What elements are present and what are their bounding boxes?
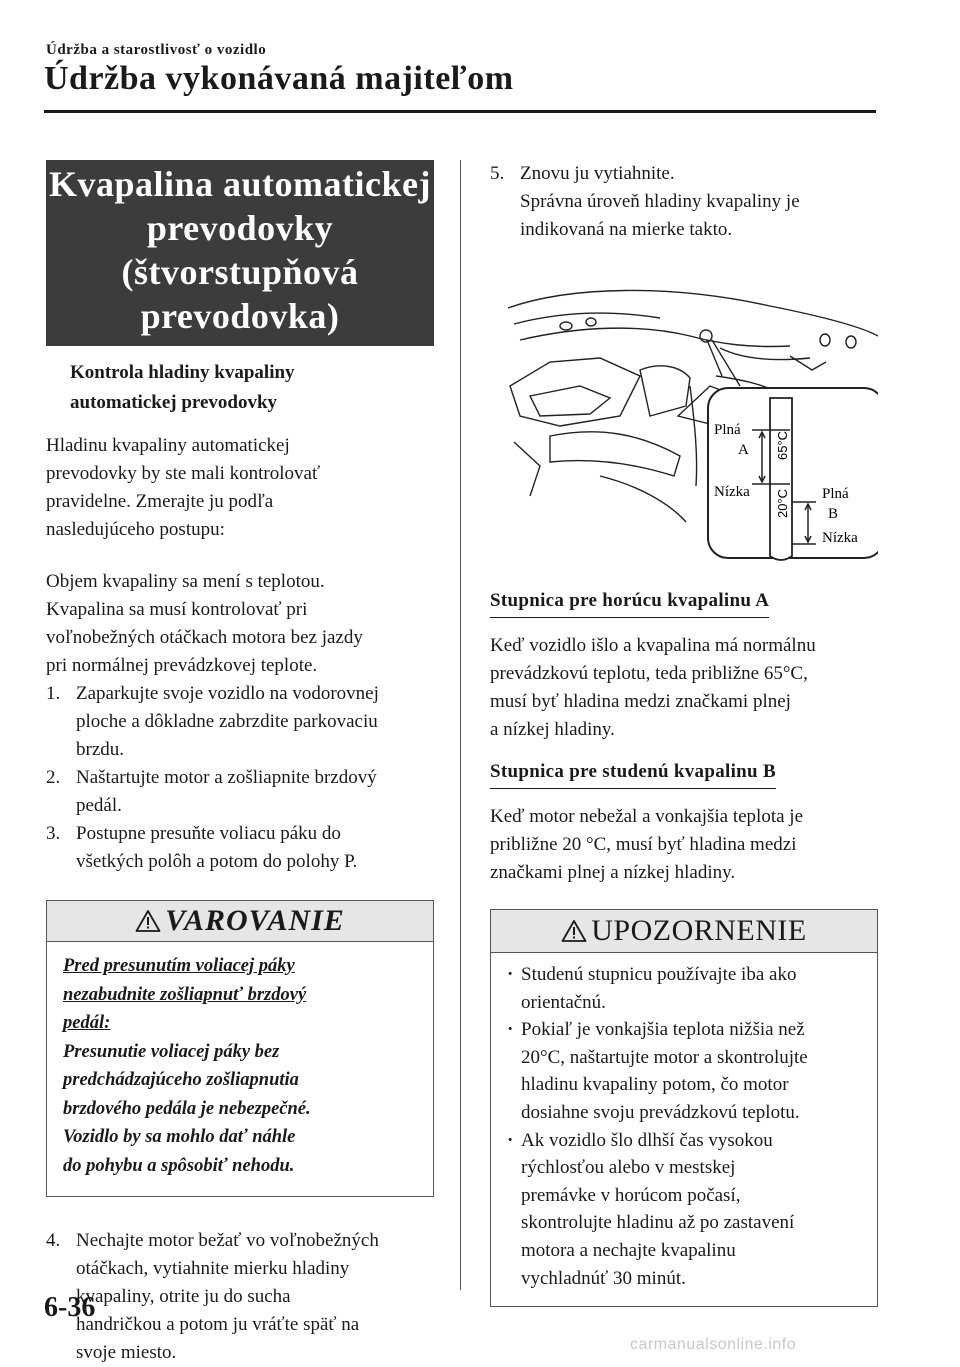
- text-line: rýchlosťou alebo v mestskej: [521, 1157, 736, 1179]
- text-line: nasledujúceho postupu:: [46, 519, 225, 540]
- text-line: Keď vozidlo išlo a kvapalina má normálnu: [490, 635, 816, 656]
- label-full-a: Plná: [714, 422, 741, 438]
- step-number: 1.: [46, 683, 61, 704]
- warning-box: [46, 900, 434, 1197]
- text-line: indikovaná na mierke takto.: [520, 219, 733, 240]
- label-a: A: [738, 442, 749, 458]
- text-line: a nízkej hladiny.: [490, 719, 615, 740]
- page-number: 6-36: [44, 1292, 96, 1323]
- text-line: kvapaliny, otrite ju do sucha: [76, 1286, 291, 1307]
- right-column: [490, 160, 878, 1307]
- warning-line: nezabudnite zošliapnuť brzdový: [63, 984, 307, 1005]
- temp-cold-label: 20°C: [775, 488, 790, 518]
- text-line: dosiahne svoju prevádzkovú teplotu.: [521, 1101, 800, 1123]
- cold-scale-paragraph: [490, 803, 878, 887]
- warning-line: Pred presunutím voliacej páky: [63, 956, 295, 976]
- text-line: pravidelne. Zmerajte ju podľa: [46, 491, 274, 512]
- subheading-line: automatickej prevodovky: [70, 392, 278, 413]
- text-line: skontrolujte hladinu až po zastavení: [521, 1212, 795, 1234]
- text-line: · Ak vozidlo šlo dlhší čas vysokou: [521, 1129, 773, 1151]
- step-number: 2.: [46, 767, 61, 788]
- text-line: vychladnúť 30 minút.: [521, 1267, 686, 1289]
- text-line: brzdu.: [76, 739, 125, 760]
- text-line: všetkých polôh a potom do polohy P.: [76, 851, 358, 872]
- list-item: [505, 1127, 863, 1293]
- left-column: [46, 160, 434, 1367]
- text-line: orientačnú.: [521, 991, 606, 1013]
- warning-title: VAROVANIE: [165, 904, 345, 937]
- note-paragraph: [46, 568, 434, 680]
- text-line: otáčkach, vytiahnite mierku hladiny: [76, 1258, 350, 1279]
- text-line: ploche a dôkladne zabrzdite parkovaciu: [76, 711, 378, 732]
- watermark: carmanualsonline.info: [630, 1336, 797, 1353]
- warning-line: pedál:: [63, 1013, 111, 1033]
- column-divider: [460, 160, 461, 1290]
- list-item: [490, 160, 878, 244]
- caution-header: [491, 910, 877, 953]
- warning-line: Vozidlo by sa mohlo dať náhle: [63, 1127, 296, 1147]
- hot-scale-heading-wrap: [490, 587, 878, 618]
- caution-box: [490, 909, 878, 1307]
- warning-triangle-icon: [135, 909, 161, 933]
- text-line: 20°C, naštartujte motor a skontrolujte: [521, 1046, 808, 1068]
- text-line: Naštartujte motor a zošliapnite brzdový: [76, 767, 377, 788]
- list-item: [46, 680, 434, 764]
- header-rule: [44, 110, 876, 113]
- list-item: [505, 961, 863, 1016]
- text-line: hladinu kvapaliny potom, čo motor: [521, 1074, 789, 1096]
- text-line: Hladinu kvapaliny automatickej: [46, 435, 290, 456]
- text-line: Zaparkujte svoje vozidlo na vodorovnej: [76, 683, 379, 704]
- label-full-b: Plná: [822, 486, 849, 502]
- text-line: približne 20 °C, musí byť hladina medzi: [490, 834, 797, 855]
- warning-body: [47, 942, 433, 1196]
- section-title-line: prevodovky (štvorstupňová: [121, 208, 359, 292]
- list-item: [46, 764, 434, 820]
- list-item: [505, 1016, 863, 1126]
- section-title-box: [46, 160, 434, 346]
- text-line: Kvapalina sa musí kontrolovať pri: [46, 599, 308, 620]
- caution-title: UPOZORNENIE: [591, 914, 807, 947]
- callout-panel: [708, 388, 878, 560]
- label-low-a: Nízka: [714, 484, 750, 500]
- warning-line: Presunutie voliacej páky bez: [63, 1041, 280, 1062]
- text-line: musí byť hladina medzi značkami plnej: [490, 691, 791, 712]
- text-line: značkami plnej a nízkej hladiny.: [490, 862, 736, 883]
- dipstick-blade: [770, 398, 792, 560]
- subheading: [70, 358, 434, 418]
- cold-scale-heading-wrap: [490, 758, 878, 789]
- label-low-b: Nízka: [822, 530, 858, 546]
- warning-line: do pohybu a spôsobiť nehodu.: [63, 1155, 295, 1176]
- text-line: Znovu ju vytiahnite.: [520, 163, 675, 184]
- text-line: · Pokiaľ je vonkajšia teplota nižšia než: [521, 1019, 805, 1041]
- cold-scale-heading: Stupnica pre studenú kvapalinu B: [490, 758, 776, 789]
- text-line: Objem kvapaliny sa mení s teplotou.: [46, 571, 325, 592]
- text-line: Postupne presuňte voliacu páku do: [76, 823, 341, 844]
- steps-list-right: [490, 160, 878, 244]
- temp-hot-label: 65°C: [775, 430, 790, 460]
- text-line: voľnobežných otáčkach motora bez jazdy: [46, 627, 363, 648]
- warning-line: brzdového pedála je nebezpečné.: [63, 1098, 311, 1119]
- hot-scale-heading: Stupnica pre horúcu kvapalinu A: [490, 587, 769, 618]
- label-b: B: [828, 506, 839, 522]
- text-line: Keď motor nebežal a vonkajšia teplota je: [490, 806, 803, 827]
- text-line: prevádzkovú teplotu, teda približne 65°C,: [490, 663, 808, 684]
- text-line: · Studenú stupnicu používajte iba ako: [521, 964, 797, 985]
- warning-header: [47, 901, 433, 942]
- intro-paragraph: [46, 432, 434, 544]
- section-title-line: Kvapalina automatickej: [48, 164, 431, 204]
- dipstick-figure: [490, 266, 878, 566]
- text-line: Správna úroveň hladiny kvapaliny je: [520, 191, 800, 212]
- caution-body: [491, 953, 877, 1306]
- step-number: 4.: [46, 1230, 61, 1251]
- text-line: motora a nechajte kvapalinu: [521, 1239, 736, 1261]
- text-line: pedál.: [76, 795, 122, 816]
- hot-scale-paragraph: [490, 632, 878, 744]
- steps-list: [46, 680, 434, 876]
- text-line: prevodovky by ste mali kontrolovať: [46, 463, 321, 484]
- steps-list-continued: [46, 1227, 434, 1367]
- section-title-line: prevodovka): [140, 296, 340, 336]
- step-number: 3.: [46, 823, 61, 844]
- text-line: premávke v horúcom počasí,: [521, 1184, 741, 1206]
- step-number: 5.: [490, 163, 505, 184]
- list-item: [46, 820, 434, 876]
- caution-triangle-icon: [561, 919, 587, 943]
- subheading-line: Kontrola hladiny kvapaliny: [70, 362, 295, 383]
- warning-line: predchádzajúceho zošliapnutia: [63, 1070, 299, 1090]
- text-line: svoje miesto.: [76, 1342, 177, 1363]
- text-line: Nechajte motor bežať vo voľnobežných: [76, 1230, 379, 1251]
- text-line: handričkou a potom ju vráťte späť na: [76, 1314, 360, 1335]
- text-line: pri normálnej prevádzkovej teplote.: [46, 655, 318, 676]
- running-header-chapter: Údržba vykonávaná majiteľom: [44, 60, 514, 97]
- list-item: [46, 1227, 434, 1367]
- running-header-section: Údržba a starostlivosť o vozidlo: [46, 42, 267, 58]
